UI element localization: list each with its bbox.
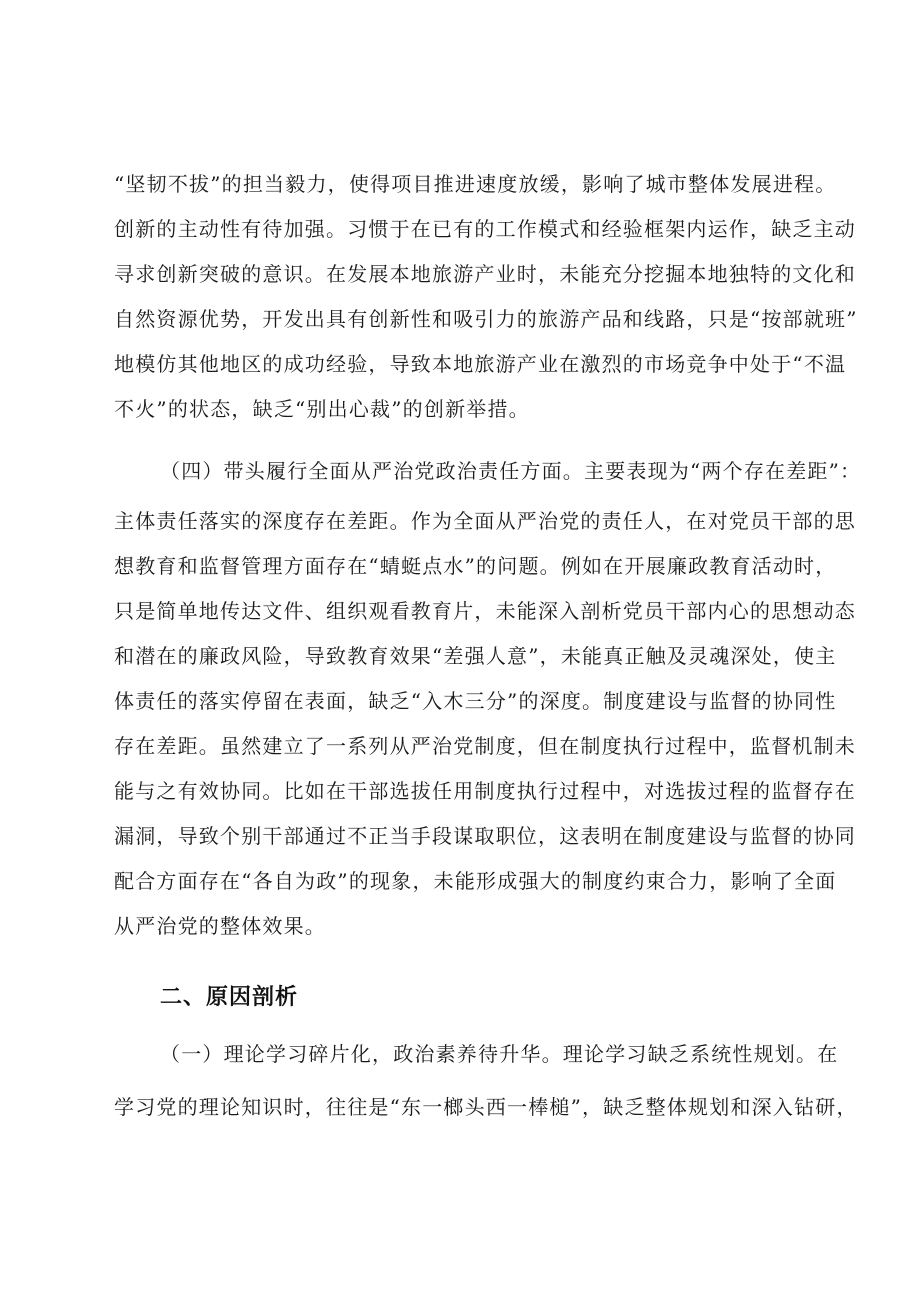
section-heading: 二、原因剖析 (160, 985, 299, 1010)
body-text-line: 漏洞，导致个别干部通过不正当手段谋取职位，这表明在制度建设与监督的协同 (114, 824, 856, 848)
body-text-line: 能与之有效协同。比如在干部选拔任用制度执行过程中，对选拔过程的监督存在 (114, 779, 856, 803)
body-text-line: 自然资源优势，开发出具有创新性和吸引力的旅游产品和线路，只是“按部就班” (114, 307, 858, 331)
body-text-line: 地模仿其他地区的成功经验，导致本地旅游产业在激烈的市场竞争中处于“不温 (114, 352, 847, 376)
body-text-line: 体责任的落实停留在表面，缺乏“入木三分”的深度。制度建设与监督的协同性 (114, 689, 837, 713)
body-text-line: 寻求创新突破的意识。在发展本地旅游产业时，未能充分挖掘本地独特的文化和 (114, 262, 856, 286)
body-text-line: 配合方面存在“各自为政”的现象，未能形成强大的制度约束合力，影响了全面 (114, 869, 837, 893)
paragraph-reason-1-lead: （一）理论学习碎片化，政治素养待升华。理论学习缺乏系统性规划。在 (160, 1042, 839, 1066)
body-text-line: 和潜在的廉政风险，导致教育效果“差强人意”，未能真正触及灵魂深处，使主 (114, 644, 837, 668)
body-text-line: 想教育和监督管理方面存在“蜻蜓点水”的问题。例如在开展廉政教育活动时， (114, 554, 837, 578)
body-text-line: 创新的主动性有待加强。习惯于在已有的工作模式和经验框架内运作，缺乏主动 (114, 217, 856, 241)
body-text-line: 学习党的理论知识时，往往是“东一榔头西一棒槌”，缺乏整体规划和深入钻研， (114, 1095, 858, 1119)
body-text-line: “坚韧不拔”的担当毅力，使得项目推进速度放缓，影响了城市整体发展进程。 (114, 172, 837, 196)
paragraph-4-lead: （四）带头履行全面从严治党政治责任方面。主要表现为“两个存在差距”： (160, 459, 862, 483)
body-text-line: 只是简单地传达文件、组织观看教育片，未能深入剖析党员干部内心的思想动态 (114, 599, 856, 623)
body-text-line: 不火”的状态，缺乏“别出心裁”的创新举措。 (114, 397, 530, 421)
body-text-line: 从严治党的整体效果。 (114, 914, 326, 938)
body-text-line: 存在差距。虽然建立了一系列从严治党制度，但在制度执行过程中，监督机制未 (114, 734, 856, 758)
body-text-line: 主体责任落实的深度存在差距。作为全面从严治党的责任人，在对党员干部的思 (114, 509, 856, 533)
